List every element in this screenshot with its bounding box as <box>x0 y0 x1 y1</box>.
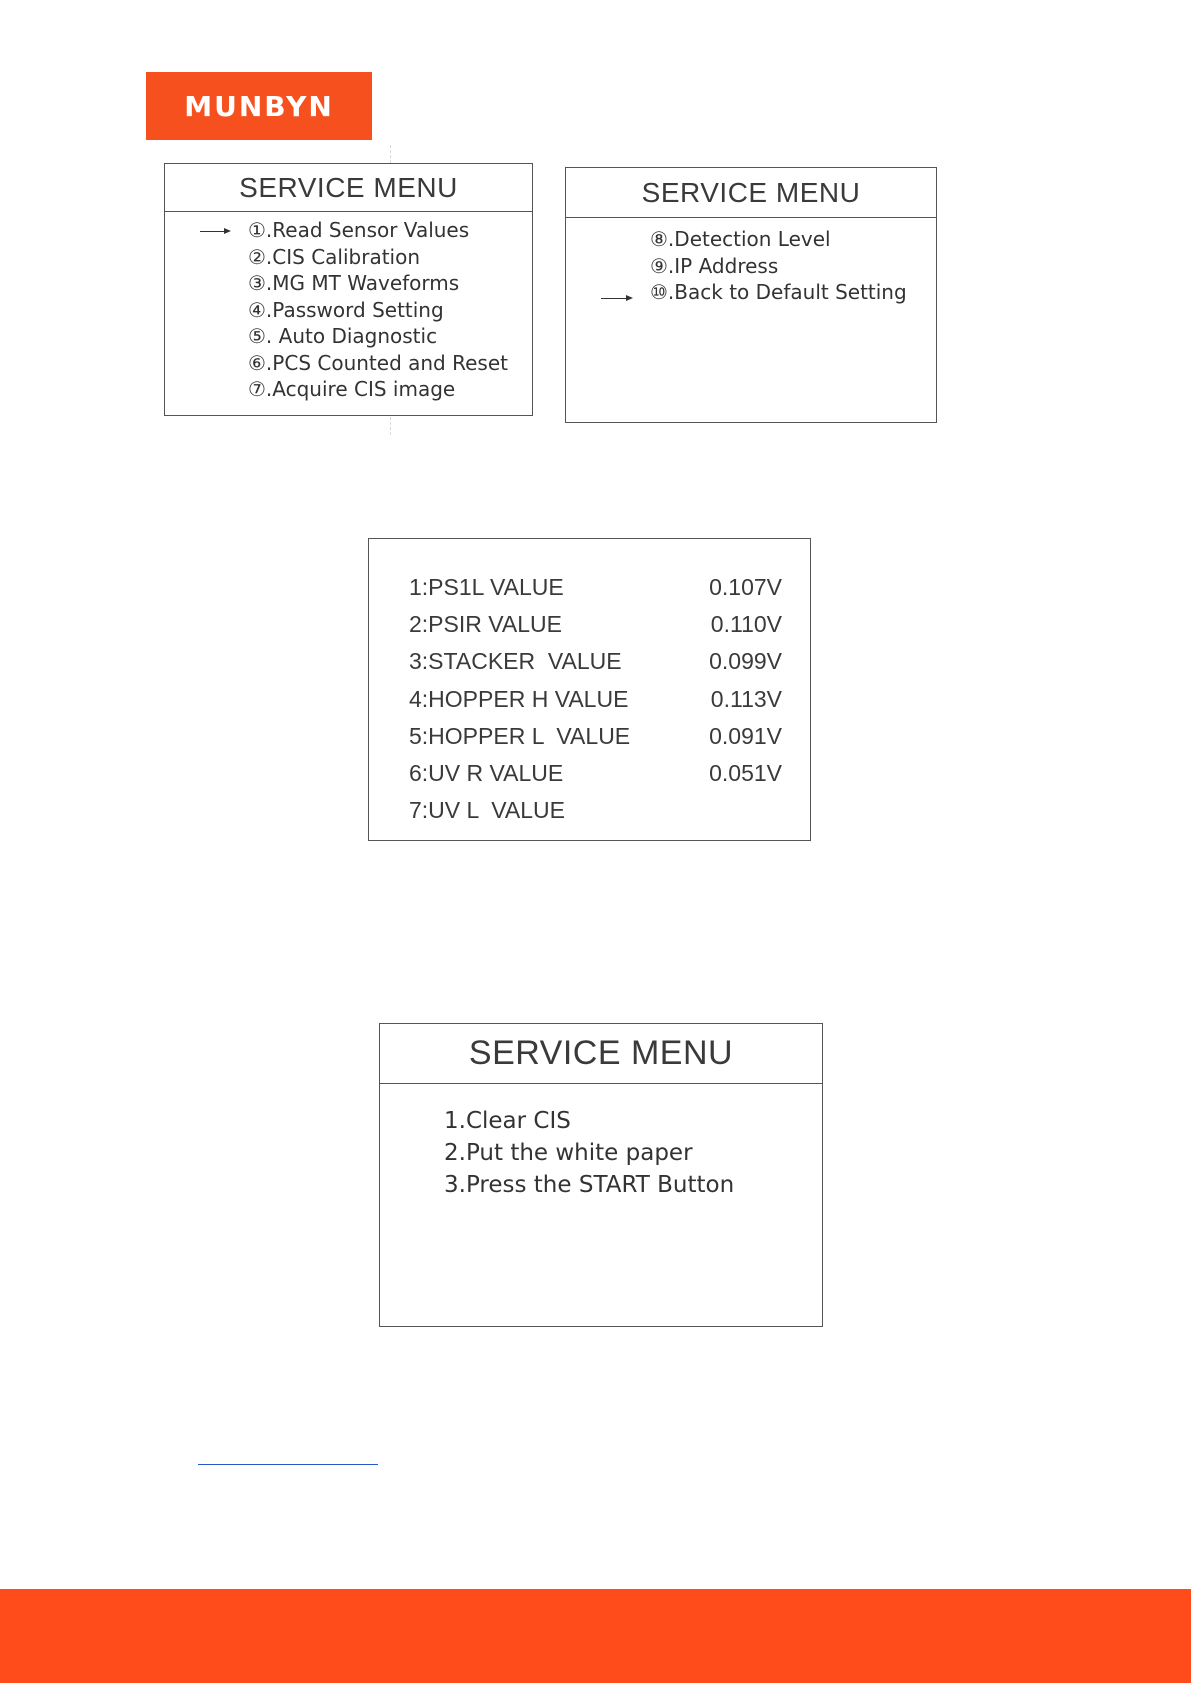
selection-arrow-icon <box>601 298 631 299</box>
sensor-value-row <box>369 760 810 797</box>
sensor-values-panel <box>368 538 811 841</box>
instruction-step: 2.Put the white paper <box>444 1140 693 1166</box>
service-menu-title-text: SERVICE MENU <box>468 1034 734 1072</box>
cis-calibration-panel <box>379 1023 823 1327</box>
menu-item[interactable]: ⑩.Back to Default Setting <box>650 280 907 304</box>
sensor-label: 5:HOPPER L VALUE <box>409 722 631 749</box>
service-menu-title <box>165 164 532 212</box>
sensor-value-row <box>369 611 810 648</box>
sensor-label: 1:PS1L VALUE <box>409 574 564 600</box>
service-menu-title <box>380 1024 822 1084</box>
instruction-step: 3.Press the START Button <box>444 1172 735 1198</box>
sensor-label: 3:STACKER VALUE <box>409 648 622 675</box>
menu-item[interactable]: ①.Read Sensor Values <box>248 218 470 242</box>
service-menu-title-text: SERVICE MENU <box>239 171 458 203</box>
menu-item[interactable]: ⑨.IP Address <box>650 253 779 278</box>
munbyn-logo <box>146 72 372 140</box>
menu-item[interactable]: ③.MG MT Waveforms <box>248 271 460 295</box>
service-menu-panel-2 <box>565 167 937 423</box>
sensor-label: 6:UV R VALUE <box>409 760 564 786</box>
menu-item[interactable]: ⑧.Detection Level <box>650 227 831 251</box>
sensor-label: 2:PSIR VALUE <box>409 611 562 638</box>
service-menu-panel-1 <box>164 163 533 416</box>
sensor-reading: 0.051V <box>709 760 782 786</box>
instruction-step: 1.Clear CIS <box>444 1108 571 1134</box>
service-menu-title <box>566 168 936 218</box>
service-menu-title-text: SERVICE MENU <box>641 176 861 208</box>
menu-item[interactable]: ②.CIS Calibration <box>248 244 421 269</box>
menu-item[interactable]: ⑥.PCS Counted and Reset <box>248 350 508 375</box>
logo-text: MUNBYN <box>184 89 334 123</box>
sensor-reading: 0.099V <box>709 648 782 675</box>
sensor-value-row <box>369 686 810 723</box>
sensor-label: 4:HOPPER H VALUE <box>409 685 629 712</box>
sensor-reading: 0.091V <box>709 722 782 749</box>
sensor-value-row <box>369 797 810 834</box>
link-underline[interactable] <box>198 1464 378 1465</box>
sensor-value-row <box>369 723 810 760</box>
menu-item[interactable]: ⑤. Auto Diagnostic <box>248 324 438 348</box>
sensor-value-row <box>369 648 810 685</box>
sensor-reading: 0.107V <box>709 574 782 600</box>
sensor-value-row <box>369 574 810 611</box>
footer-bar <box>0 1589 1191 1683</box>
menu-item[interactable]: ④.Password Setting <box>248 297 444 322</box>
sensor-label: 7:UV L VALUE <box>409 797 565 824</box>
selection-arrow-icon <box>200 231 229 232</box>
sensor-reading: 0.113V <box>710 685 782 712</box>
menu-item[interactable]: ⑦.Acquire CIS image <box>248 377 456 401</box>
sensor-reading: 0.110V <box>710 611 782 638</box>
